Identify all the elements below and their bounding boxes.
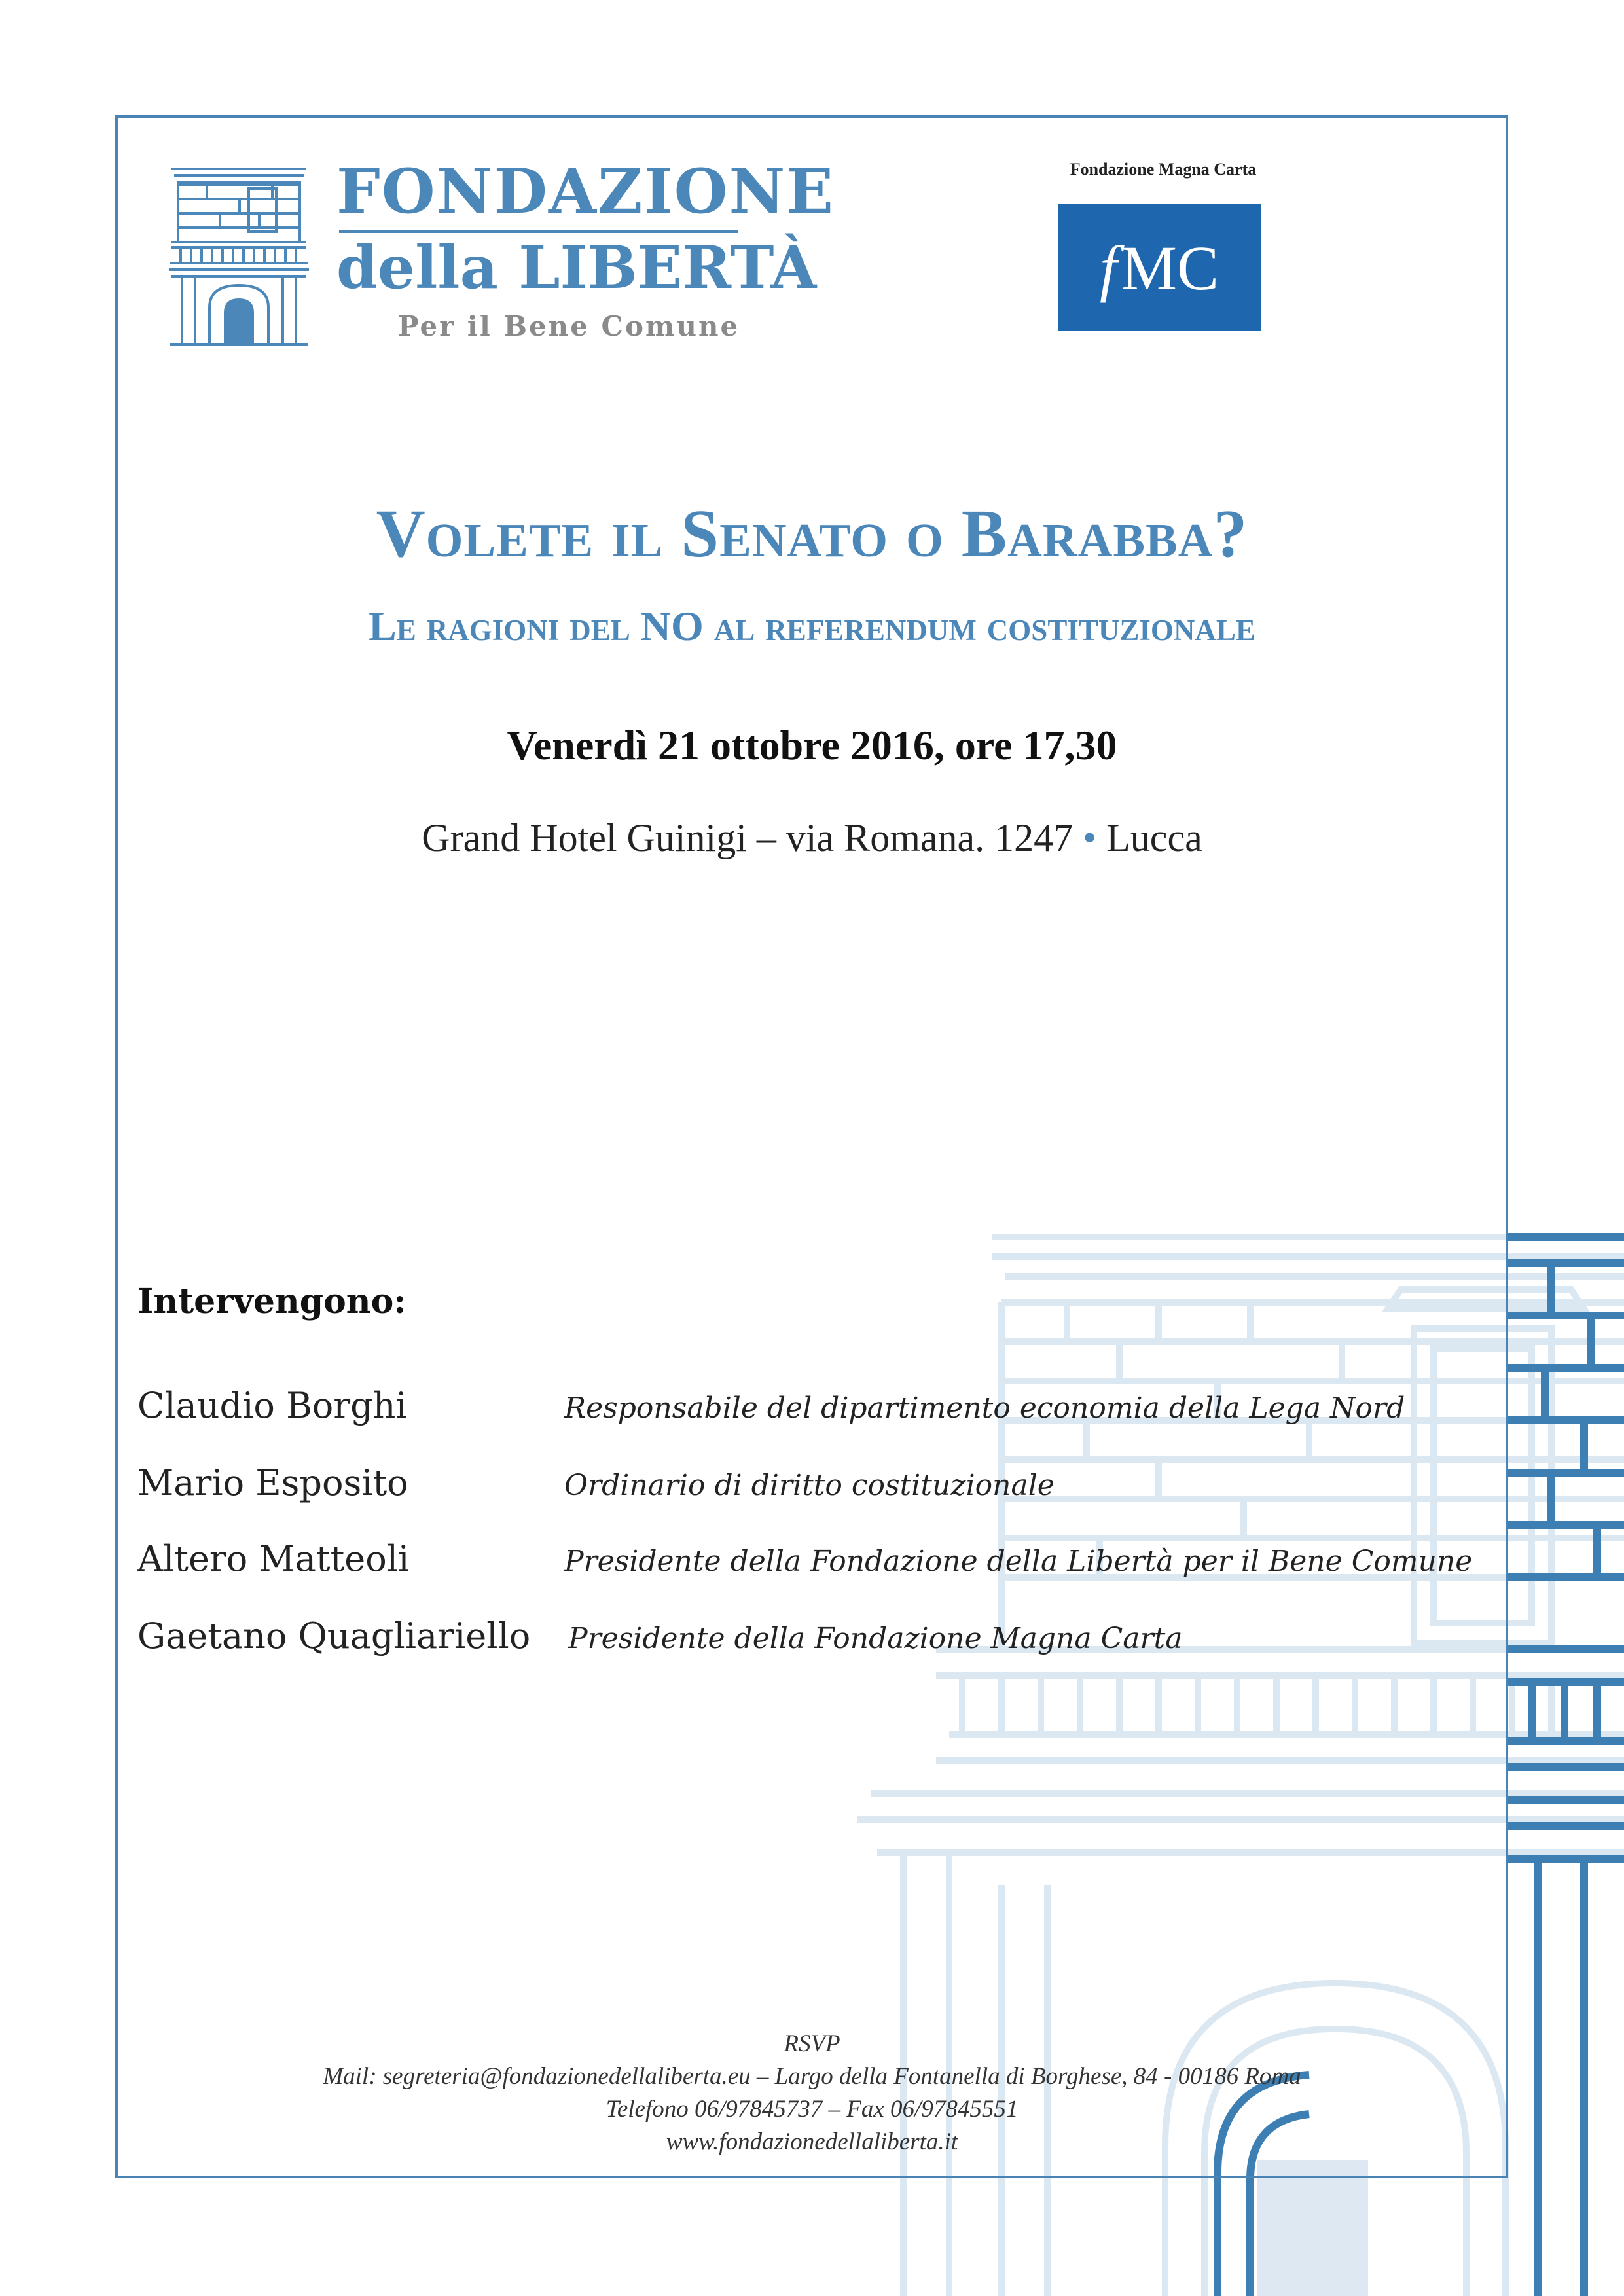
speaker-role: Presidente della Fondazione Magna Carta [568,1622,1183,1655]
speaker-name: Claudio Borghi [137,1385,407,1426]
venue-address: Grand Hotel Guinigi – via Romana. 1247 [422,816,1074,859]
footer-contacts [0,2028,1624,2159]
fmc-logo-mc: MC [1121,232,1219,303]
event-subtitle: Le ragioni del NO al referendum costituzionale [369,603,1255,649]
speaker-name: Altero Matteoli [137,1538,410,1579]
venue-city: Lucca [1106,816,1202,859]
footer-website: www.fondazionedellaliberta.it [666,2128,958,2155]
fmc-caption: Fondazione Magna Carta [1070,160,1257,179]
fondazione-liberta-logo [168,156,835,351]
page-frame [115,115,1508,2178]
footer-mail: Mail: segreteria@fondazionedellaliberta.eu – Largo della Fontanella di Borghese, 84 - 00186 Roma [323,2063,1301,2090]
venue-separator: • [1083,816,1097,859]
speaker-role: Presidente della Fondazione della Libertà per il Bene Comune [564,1545,1473,1578]
speakers-heading: Intervengono: [137,1282,406,1321]
footer-rsvp: RSVP [784,2030,840,2057]
logo-left-line2: della LIBERTÀ [336,233,817,302]
event-title: Volete il Senato o Barabba? [376,496,1248,571]
event-date: Venerdì 21 ottobre 2016, ore 17,30 [507,722,1117,768]
fmc-logo-f: f [1099,232,1117,303]
fmc-logo [1058,204,1261,331]
speaker-role: Responsabile del dipartimento economia della Lega Nord [564,1391,1405,1425]
palazzo-facade-icon [168,165,310,347]
speaker-role: Ordinario di diritto costituzionale [564,1469,1055,1502]
speaker-name: Mario Esposito [137,1462,408,1503]
speaker-name: Gaetano Quagliariello [137,1615,531,1657]
logo-left-line3: Per il Bene Comune [398,310,740,342]
footer-phone: Telefono 06/97845737 – Fax 06/97845551 [605,2096,1019,2123]
event-venue [0,816,1624,861]
logo-left-line1: FONDAZIONE [336,156,835,228]
